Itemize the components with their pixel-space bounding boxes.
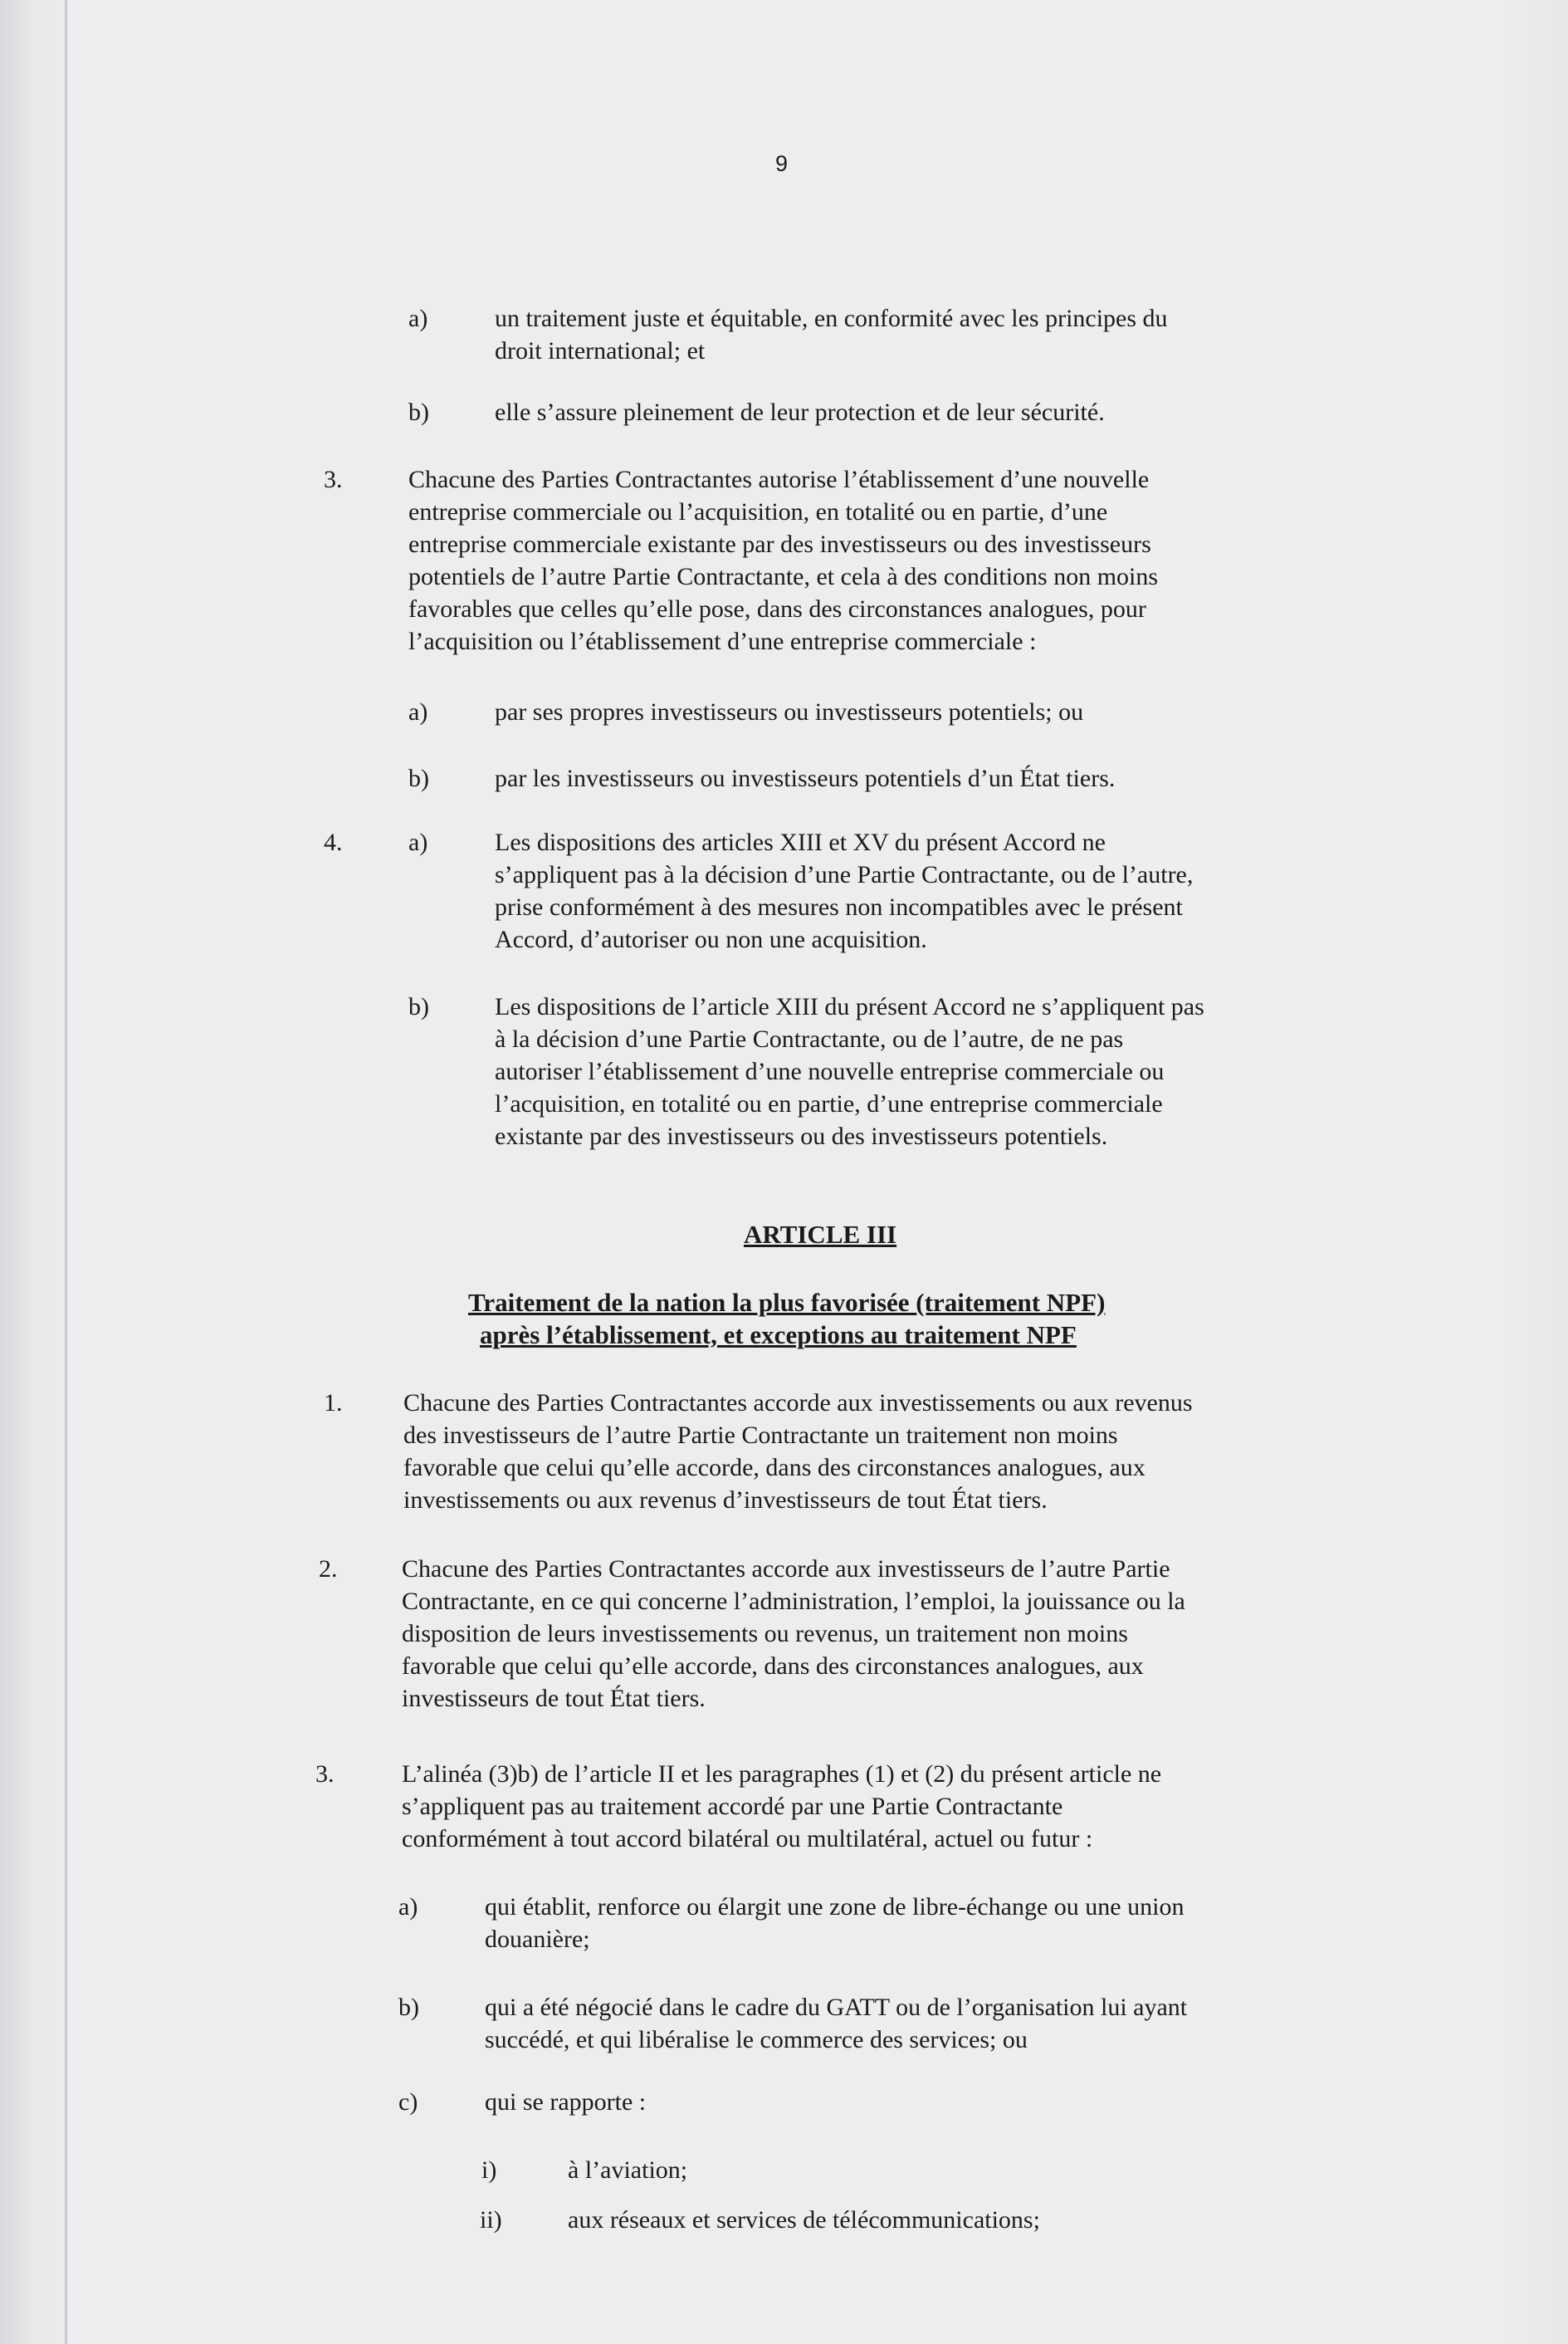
article-title: après l’établissement, et exceptions au traitement NPF — [480, 1320, 1077, 1349]
list-item-text: existante par des investisseurs ou des investisseurs potentiels. — [495, 1123, 1108, 1150]
paragraph-text: potentiels de l’autre Partie Contractante, et cela à des conditions non moins — [408, 563, 1159, 590]
paragraph-text: Chacune des Parties Contractantes accorde aux investisseurs de l’autre Partie — [402, 1555, 1170, 1583]
paragraph-text: l’acquisition ou l’établissement d’une entreprise commerciale : — [408, 628, 1037, 655]
list-item-text: par les investisseurs ou investisseurs potentiels d’un État tiers. — [495, 765, 1116, 792]
paragraph-number: 3. — [315, 1760, 335, 1788]
list-item-text: prise conformément à des mesures non incompatibles avec le présent — [495, 893, 1183, 921]
article-title: Traitement de la nation la plus favorisée (traitement NPF) — [468, 1288, 1106, 1317]
list-item-text: qui établit, renforce ou élargit une zone de libre-échange ou une union — [485, 1893, 1185, 1921]
list-item-label: b) — [408, 399, 429, 426]
list-item-label: b) — [398, 1994, 419, 2021]
paragraph-text: Contractante, en ce qui concerne l’administration, l’emploi, la jouissance ou la — [402, 1588, 1185, 1615]
paragraph-number: 3. — [324, 466, 343, 493]
list-item-text: Les dispositions de l’article XIII du présent Accord ne s’appliquent pas — [495, 993, 1204, 1020]
paragraph-text: L’alinéa (3)b) de l’article II et les paragraphes (1) et (2) du présent article ne — [402, 1760, 1162, 1788]
list-item-text: droit international; et — [495, 337, 706, 365]
list-item-text: qui a été négocié dans le cadre du GATT ou de l’organisation lui ayant — [485, 1994, 1188, 2021]
list-item-text: à la décision d’une Partie Contractante, ou de l’autre, de ne pas — [495, 1025, 1124, 1053]
list-item-text: douanière; — [485, 1926, 590, 1953]
sub-item-text: à l’aviation; — [568, 2156, 688, 2184]
paragraph-text: Chacune des Parties Contractantes accorde aux investissements ou aux revenus — [403, 1389, 1193, 1417]
list-item-text: un traitement juste et équitable, en conformité avec les principes du — [495, 305, 1168, 332]
list-item-label: a) — [408, 305, 428, 332]
sub-item-label: ii) — [480, 2206, 502, 2234]
article-heading: ARTICLE III — [744, 1220, 897, 1249]
paragraph-text: investisseurs de tout État tiers. — [402, 1685, 706, 1712]
list-item-text: Les dispositions des articles XIII et XV du présent Accord ne — [495, 829, 1106, 856]
binding-edge — [65, 0, 67, 2344]
paragraph-text: disposition de leurs investissements ou revenus, un traitement non moins — [402, 1620, 1128, 1647]
sub-item-text: aux réseaux et services de télécommunications; — [568, 2206, 1040, 2234]
paragraph-number: 1. — [324, 1389, 343, 1417]
list-item-text: succédé, et qui libéralise le commerce des services; ou — [485, 2026, 1028, 2053]
list-item-label: a) — [398, 1893, 418, 1921]
list-item-label: a) — [408, 698, 428, 726]
list-item-label: b) — [408, 765, 429, 792]
list-item-label: b) — [408, 993, 429, 1020]
list-item-text: qui se rapporte : — [485, 2088, 647, 2116]
paragraph-text: conformément à tout accord bilatéral ou multilatéral, actuel ou futur : — [402, 1825, 1093, 1852]
paragraph-text: favorables que celles qu’elle pose, dans des circonstances analogues, pour — [408, 595, 1146, 623]
paragraph-text: entreprise commerciale ou l’acquisition, en totalité ou en partie, d’une — [408, 498, 1108, 526]
list-item-text: elle s’assure pleinement de leur protection et de leur sécurité. — [495, 399, 1105, 426]
paragraph-text: investissements ou aux revenus d’investisseurs de tout État tiers. — [403, 1486, 1048, 1514]
page-number: 9 — [775, 151, 789, 176]
paragraph-number: 4. — [324, 829, 343, 856]
list-item-text: autoriser l’établissement d’une nouvelle entreprise commerciale ou — [495, 1058, 1165, 1085]
list-item-text: s’appliquent pas à la décision d’une Partie Contractante, ou de l’autre, — [495, 861, 1194, 888]
paragraph-text: s’appliquent pas au traitement accordé par une Partie Contractante — [402, 1793, 1063, 1820]
list-item-text: Accord, d’autoriser ou non une acquisition. — [495, 926, 927, 953]
paragraph-text: favorable que celui qu’elle accorde, dans des circonstances analogues, aux — [403, 1454, 1145, 1481]
paragraph-text: favorable que celui qu’elle accorde, dans des circonstances analogues, aux — [402, 1652, 1144, 1680]
paragraph-text: Chacune des Parties Contractantes autorise l’établissement d’une nouvelle — [408, 466, 1150, 493]
paragraph-text: des investisseurs de l’autre Partie Contractante un traitement non moins — [403, 1422, 1118, 1449]
paragraph-text: entreprise commerciale existante par des investisseurs ou des investisseurs — [408, 531, 1151, 558]
list-item-text: l’acquisition, en totalité ou en partie, d’une entreprise commerciale — [495, 1090, 1163, 1118]
list-item-label: c) — [398, 2088, 418, 2116]
list-item-label: a) — [408, 829, 428, 856]
sub-item-label: i) — [481, 2156, 497, 2184]
list-item-text: par ses propres investisseurs ou investisseurs potentiels; ou — [495, 698, 1084, 726]
paragraph-number: 2. — [319, 1555, 338, 1583]
